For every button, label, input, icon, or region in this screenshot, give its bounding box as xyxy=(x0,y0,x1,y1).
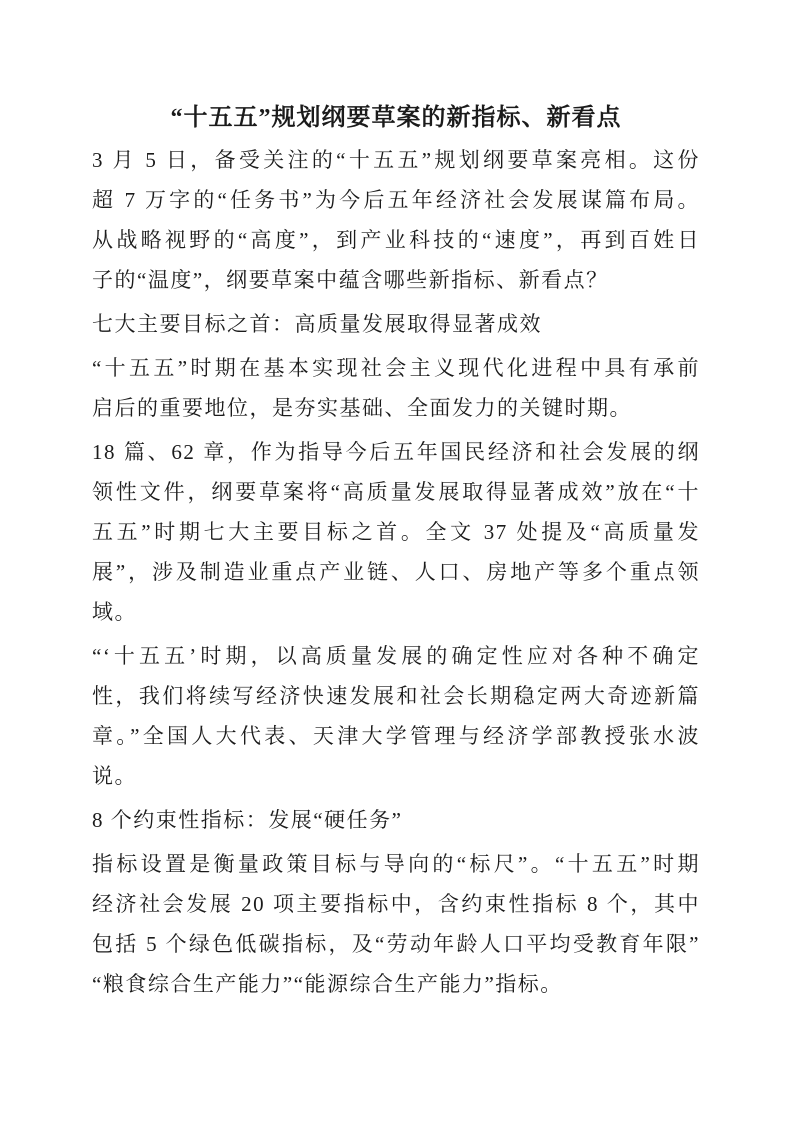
text-line: “‘十五五’时期，以高质量发展的确定性应对各种不确定 xyxy=(92,644,700,668)
text-line: 章。”全国人大代表、天津大学管理与经济学部教授张水波 xyxy=(92,724,700,748)
paragraph-subheading-goals xyxy=(92,304,700,344)
text-line: 展”，涉及制造业重点产业链、人口、房地产等多个重点领 xyxy=(92,560,700,584)
subheading-line: 七大主要目标之首：高质量发展取得显著成效 xyxy=(92,312,542,336)
text-line: “粮食综合生产能力”“能源综合生产能力”指标。 xyxy=(92,972,563,996)
text-line: 从战略视野的“高度”，到产业科技的“速度”，再到百姓日 xyxy=(92,228,700,252)
document-title: “十五五”规划纲要草案的新指标、新看点 xyxy=(170,105,622,131)
text-line: “十五五”时期在基本实现社会主义现代化进程中具有承前 xyxy=(92,356,700,380)
paragraph-subheading-indicators xyxy=(92,800,700,840)
text-line: 指标设置是衡量政策目标与导向的“标尺”。“十五五”时期 xyxy=(92,852,700,876)
text-line: 18 篇、62 章，作为指导今后五年国民经济和社会发展的纲 xyxy=(92,440,700,464)
paragraph-period-position xyxy=(92,348,700,428)
document-page xyxy=(92,96,700,1004)
text-line: 领性文件，纲要草案将“高质量发展取得显著成效”放在“十 xyxy=(92,480,700,504)
text-line: 3 月 5 日，备受关注的“十五五”规划纲要草案亮相。这份 xyxy=(92,148,700,172)
text-line: 五五”时期七大主要目标之首。全文 37 处提及“高质量发 xyxy=(92,520,700,544)
paragraph-outline-structure xyxy=(92,432,700,632)
paragraph-quote xyxy=(92,636,700,796)
text-line: 说。 xyxy=(92,764,137,788)
text-line: 子的“温度”，纲要草案中蕴含哪些新指标、新看点？ xyxy=(92,268,609,292)
text-line: 包括 5 个绿色低碳指标，及“劳动年龄人口平均受教育年限” xyxy=(92,932,700,956)
paragraph-indicator-details xyxy=(92,844,700,1004)
text-line: 域。 xyxy=(92,600,137,624)
text-line: 启后的重要地位，是夯实基础、全面发力的关键时期。 xyxy=(92,396,632,420)
text-line: 经济社会发展 20 项主要指标中，含约束性指标 8 个，其中 xyxy=(92,892,700,916)
text-line: 性，我们将续写经济快速发展和社会长期稳定两大奇迹新篇 xyxy=(92,684,700,708)
text-line: 超 7 万字的“任务书”为今后五年经济社会发展谋篇布局。 xyxy=(92,188,700,212)
subheading-line: 8 个约束性指标：发展“硬任务” xyxy=(92,808,403,832)
paragraph-intro xyxy=(92,140,700,300)
